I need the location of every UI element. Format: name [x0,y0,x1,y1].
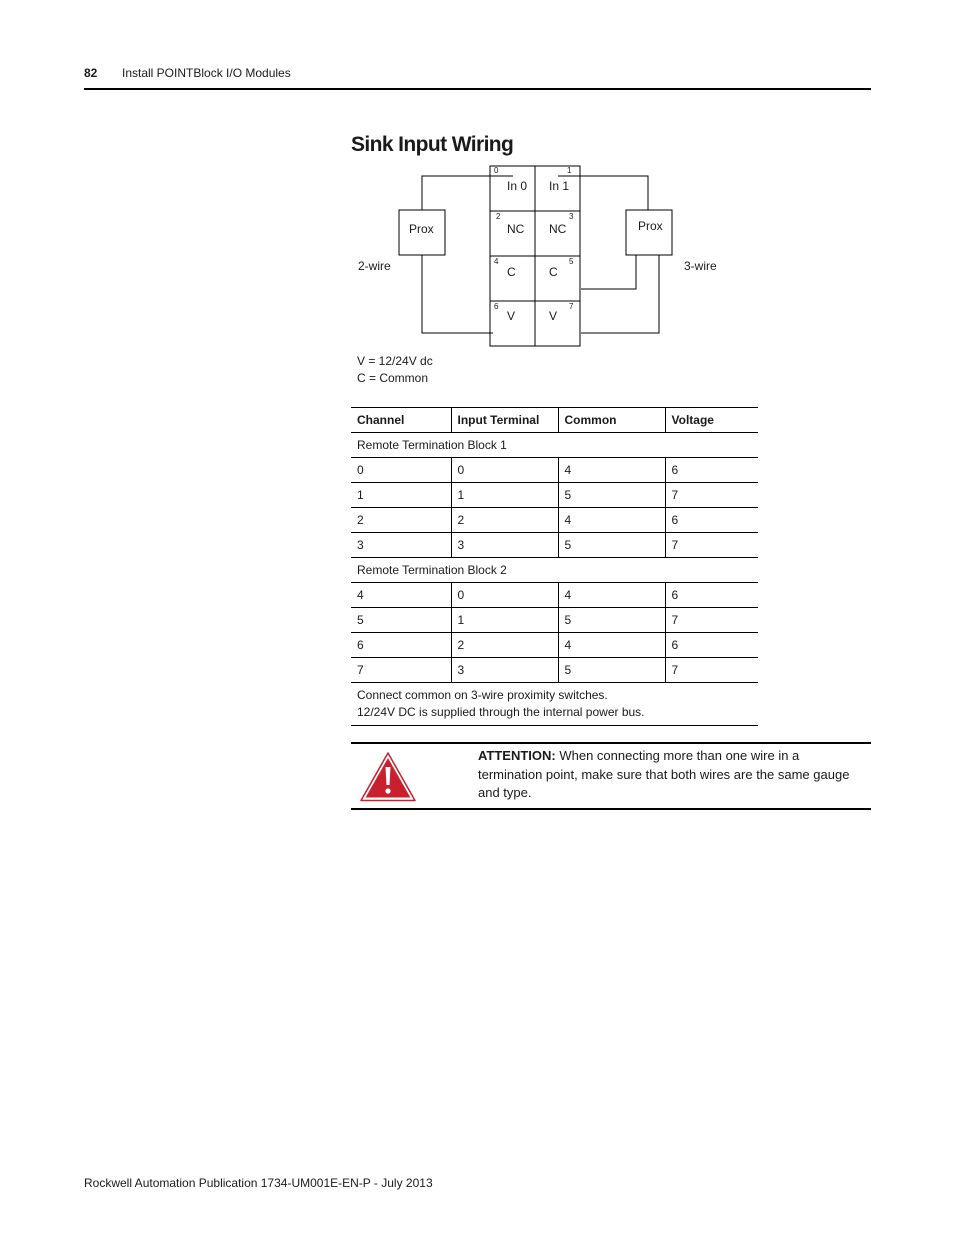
page-number: 82 [84,66,98,80]
cell: 5 [558,483,665,508]
terminal-num: 5 [569,257,574,266]
terminal-num: 1 [567,166,572,175]
three-wire-label: 3-wire [684,259,717,273]
terminal-label: C [549,265,558,279]
terminal-label: In 0 [507,179,528,193]
cell: 2 [451,508,558,533]
cell: 2 [451,633,558,658]
cell: 7 [351,658,451,683]
cell: 4 [558,633,665,658]
terminal-label: In 1 [549,179,570,193]
table-note-row [351,683,758,726]
warning-triangle-icon [360,752,416,802]
cell: 4 [558,583,665,608]
table-row [351,483,758,508]
block1-title: Remote Termination Block 1 [351,433,758,458]
two-wire-label: 2-wire [358,259,391,273]
chapter-title: Install POINTBlock I/O Modules [122,66,291,80]
terminal-label: NC [507,222,525,236]
wire-2wire-v [422,255,493,333]
section-title: Sink Input Wiring [351,133,514,156]
attention-label: ATTENTION: [478,748,556,763]
cell: 7 [665,608,758,633]
cell: 4 [558,508,665,533]
cell: 1 [451,483,558,508]
footer-publication: Rockwell Automation Publication 1734-UM001E-EN-P - July 2013 [84,1176,433,1190]
table-row [351,508,758,533]
cell: 6 [665,508,758,533]
cell: 0 [451,458,558,483]
cell: 7 [665,658,758,683]
cell: 6 [665,583,758,608]
cell: 4 [351,583,451,608]
table-note [351,683,758,726]
col-header: Input Terminal [451,408,558,433]
prox-left-label: Prox [409,222,434,236]
table-row [351,658,758,683]
wire-3wire-v [581,255,659,333]
cell: 5 [558,608,665,633]
note-line-2: 12/24V DC is supplied through the internal power bus. [357,705,645,719]
terminal-num: 0 [494,166,499,175]
wiring-diagram [340,160,740,355]
cell: 6 [665,633,758,658]
prox-right-label: Prox [638,219,663,233]
table-row [351,583,758,608]
cell: 3 [451,658,558,683]
cell: 0 [451,583,558,608]
legend-common: C = Common [357,371,429,385]
cell: 5 [351,608,451,633]
legend-voltage: V = 12/24V dc [357,354,433,368]
cell: 2 [351,508,451,533]
attention-body: When connecting more than one wire in a termination point, make sure that both wires are the same gauge and type. [478,748,850,800]
terminal-label: C [507,265,516,279]
terminal-num: 2 [496,212,501,221]
table-row [351,533,758,558]
terminal-label: V [507,309,516,323]
cell: 7 [665,483,758,508]
block-title-row [351,558,758,583]
col-header: Voltage [665,408,758,433]
wire-3wire-c [581,255,636,289]
cell: 1 [351,483,451,508]
terminal-num: 3 [569,212,574,221]
cell: 6 [351,633,451,658]
terminal-num: 4 [494,257,499,266]
wire-in0 [422,176,513,210]
cell: 3 [351,533,451,558]
terminal-label: NC [549,222,567,236]
table-header-row [351,408,758,433]
cell: 5 [558,658,665,683]
col-header: Channel [351,408,451,433]
cell: 3 [451,533,558,558]
attention-top-rule [351,742,871,744]
wiring-table [351,407,758,726]
cell: 5 [558,533,665,558]
note-line-1: Connect common on 3-wire proximity switches. [357,688,608,702]
cell: 0 [351,458,451,483]
table-row [351,633,758,658]
cell: 7 [665,533,758,558]
cell: 4 [558,458,665,483]
cell: 6 [665,458,758,483]
block-title-row [351,433,758,458]
header-rule [84,88,871,90]
attention-text [478,747,858,803]
attention-bottom-rule [351,808,871,810]
terminal-num: 6 [494,302,499,311]
table-row [351,608,758,633]
col-header: Common [558,408,665,433]
terminal-num: 7 [569,302,574,311]
cell: 1 [451,608,558,633]
terminal-label: V [549,309,558,323]
table-row [351,458,758,483]
block2-title: Remote Termination Block 2 [351,558,758,583]
wire-in1 [558,176,648,210]
